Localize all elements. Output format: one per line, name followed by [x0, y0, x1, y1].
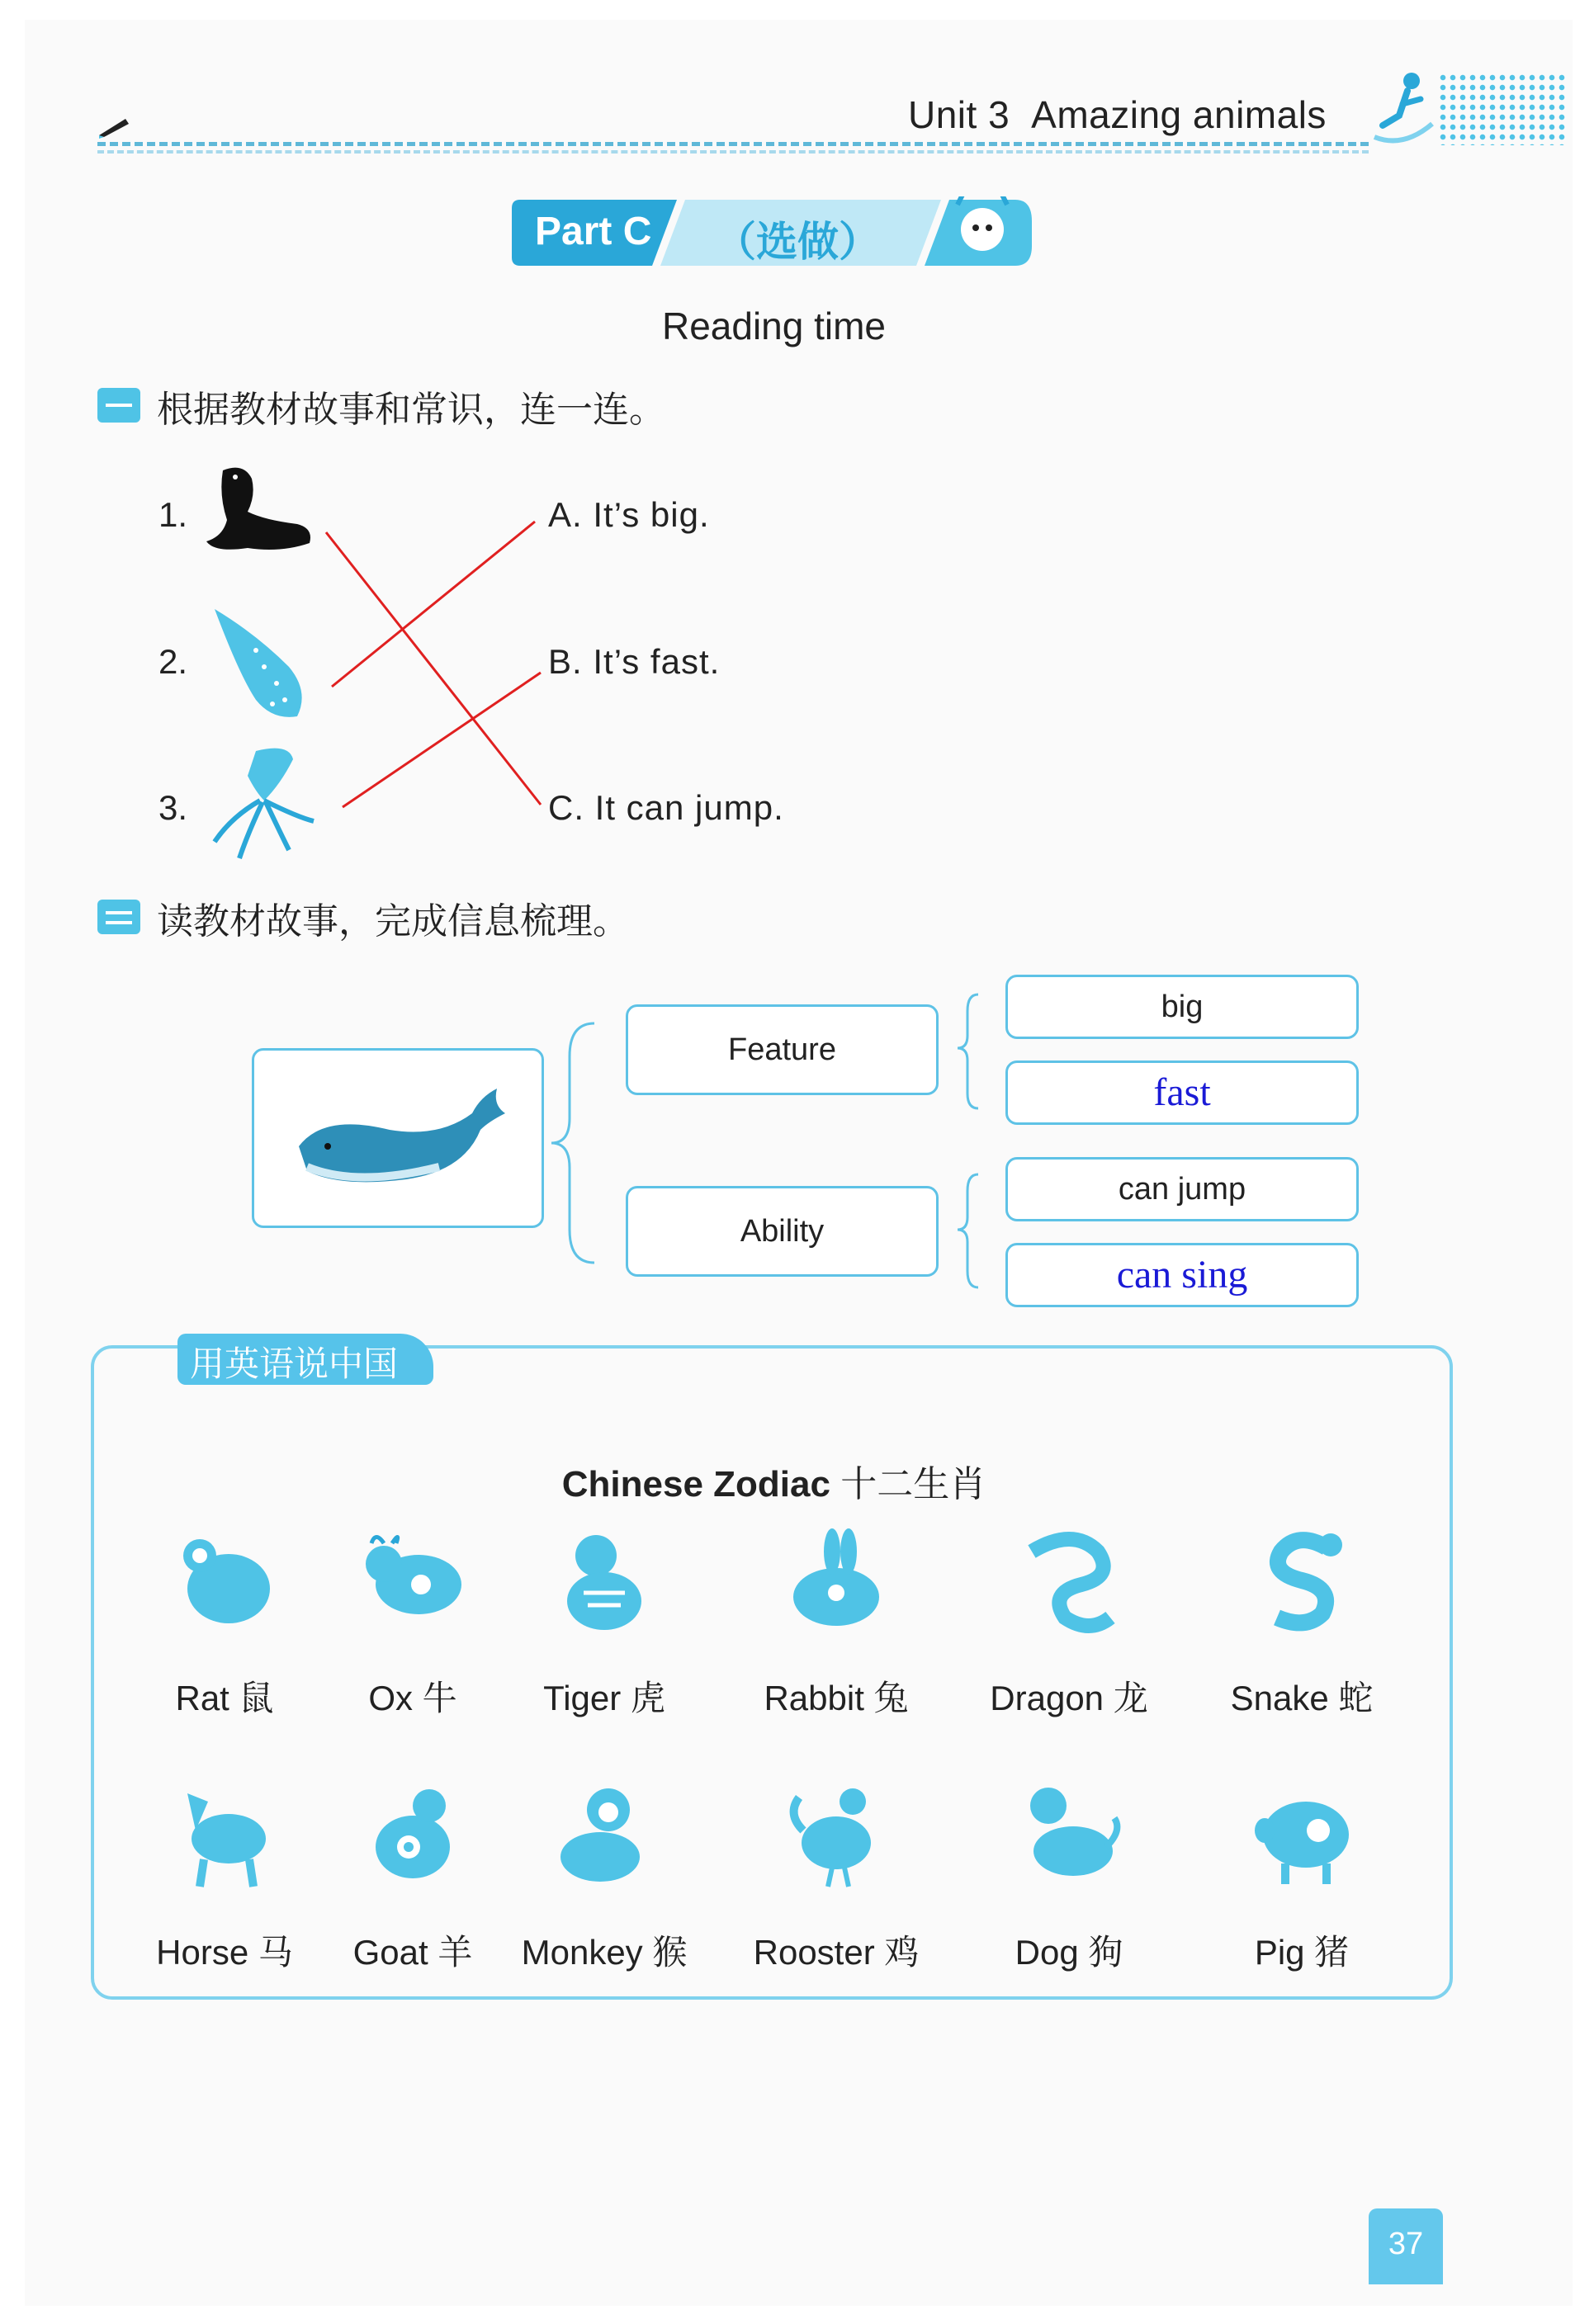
ox-icon — [359, 1527, 466, 1634]
zodiac-name: Goat 羊 — [352, 1933, 473, 1972]
match-line-3-b — [343, 673, 541, 807]
zodiac-monkey — [509, 1781, 699, 1975]
unit-number: Unit 3 — [908, 93, 1010, 136]
zodiac-pig — [1207, 1781, 1397, 1975]
part-label: Part C — [535, 210, 652, 253]
reading-title: Reading time — [661, 305, 887, 347]
unit-title: Amazing animals — [1031, 93, 1327, 136]
item-number-2: 2. — [158, 642, 188, 681]
zodiac-rabbit — [741, 1527, 931, 1721]
zodiac-horse — [130, 1781, 319, 1975]
rabbit-icon — [783, 1527, 890, 1634]
horse-icon — [171, 1781, 278, 1888]
zodiac-goat — [318, 1781, 508, 1975]
whale-picture-box — [252, 1048, 544, 1228]
pig-icon — [1248, 1781, 1355, 1888]
zodiac-title-en: Chinese Zodiac — [561, 1464, 830, 1504]
zodiac-name: Rabbit 兔 — [764, 1679, 909, 1717]
section-two-instruction: 读教材故事，完成信息梳理。 — [157, 900, 629, 942]
zodiac-ox — [318, 1527, 508, 1721]
feature-box — [626, 1004, 939, 1095]
zodiac-name: Monkey 猴 — [521, 1933, 688, 1972]
tiger-icon — [551, 1527, 658, 1634]
feature-answer: fast — [1153, 1070, 1211, 1114]
zodiac-name: Dragon 龙 — [990, 1679, 1148, 1717]
feature-value-1: big — [1161, 990, 1204, 1024]
zodiac-tab-label: 用英语说中国 — [190, 1344, 399, 1384]
feature-answer-box[interactable] — [1005, 1060, 1359, 1125]
zodiac-name: Dog 狗 — [1015, 1933, 1123, 1972]
zodiac-name: Tiger 虎 — [543, 1679, 665, 1717]
bracket-right — [949, 986, 999, 1316]
zodiac-name: Pig 猪 — [1254, 1933, 1350, 1972]
ability-label: Ability — [740, 1214, 825, 1249]
ability-box — [626, 1186, 939, 1277]
match-line-2-a — [332, 522, 535, 687]
zodiac-title-cn: 十二生肖 — [840, 1464, 986, 1504]
ability-value-1: can jump — [1118, 1172, 1246, 1207]
dog-icon — [1015, 1781, 1123, 1888]
ability-value-box-1 — [1005, 1157, 1359, 1221]
option-c: C. It can jump. — [548, 788, 784, 827]
zodiac-tiger — [509, 1527, 699, 1721]
zodiac-rat — [130, 1527, 319, 1721]
feature-value-box-1 — [1005, 975, 1359, 1039]
part-optional-note: （选做） — [715, 218, 880, 266]
zodiac-name: Snake 蛇 — [1230, 1679, 1374, 1717]
section-one-instruction: 根据教材故事和常识，连一连。 — [157, 389, 665, 431]
zodiac-dragon — [974, 1527, 1164, 1721]
ability-answer: can sing — [1116, 1253, 1248, 1297]
monkey-icon — [551, 1781, 658, 1888]
goat-icon — [359, 1781, 466, 1888]
feature-label: Feature — [728, 1032, 836, 1067]
snake-icon — [1248, 1527, 1355, 1634]
item-number-3: 3. — [158, 788, 188, 827]
ability-answer-box[interactable] — [1005, 1243, 1359, 1307]
item-number-1: 1. — [158, 495, 188, 534]
rooster-icon — [783, 1781, 890, 1888]
zodiac-name: Ox 牛 — [368, 1679, 457, 1717]
match-line-1-c — [326, 532, 541, 805]
option-b: B. It’s fast. — [548, 642, 721, 681]
matching-lines — [0, 0, 1594, 908]
zodiac-rooster — [741, 1781, 931, 1975]
rat-icon — [171, 1527, 278, 1634]
dragon-icon — [1015, 1527, 1123, 1634]
bracket-left — [545, 990, 611, 1296]
zodiac-name: Horse 马 — [156, 1933, 293, 1972]
option-a: A. It’s big. — [548, 495, 710, 534]
zodiac-name: Rooster 鸡 — [753, 1933, 920, 1972]
zodiac-snake — [1207, 1527, 1397, 1721]
page-number: 37 — [1369, 2208, 1443, 2284]
zodiac-dog — [974, 1781, 1164, 1975]
whale-icon — [274, 1064, 522, 1212]
zodiac-title — [0, 1454, 1548, 1507]
zodiac-name: Rat 鼠 — [175, 1679, 274, 1717]
section-two-badge — [97, 900, 140, 934]
